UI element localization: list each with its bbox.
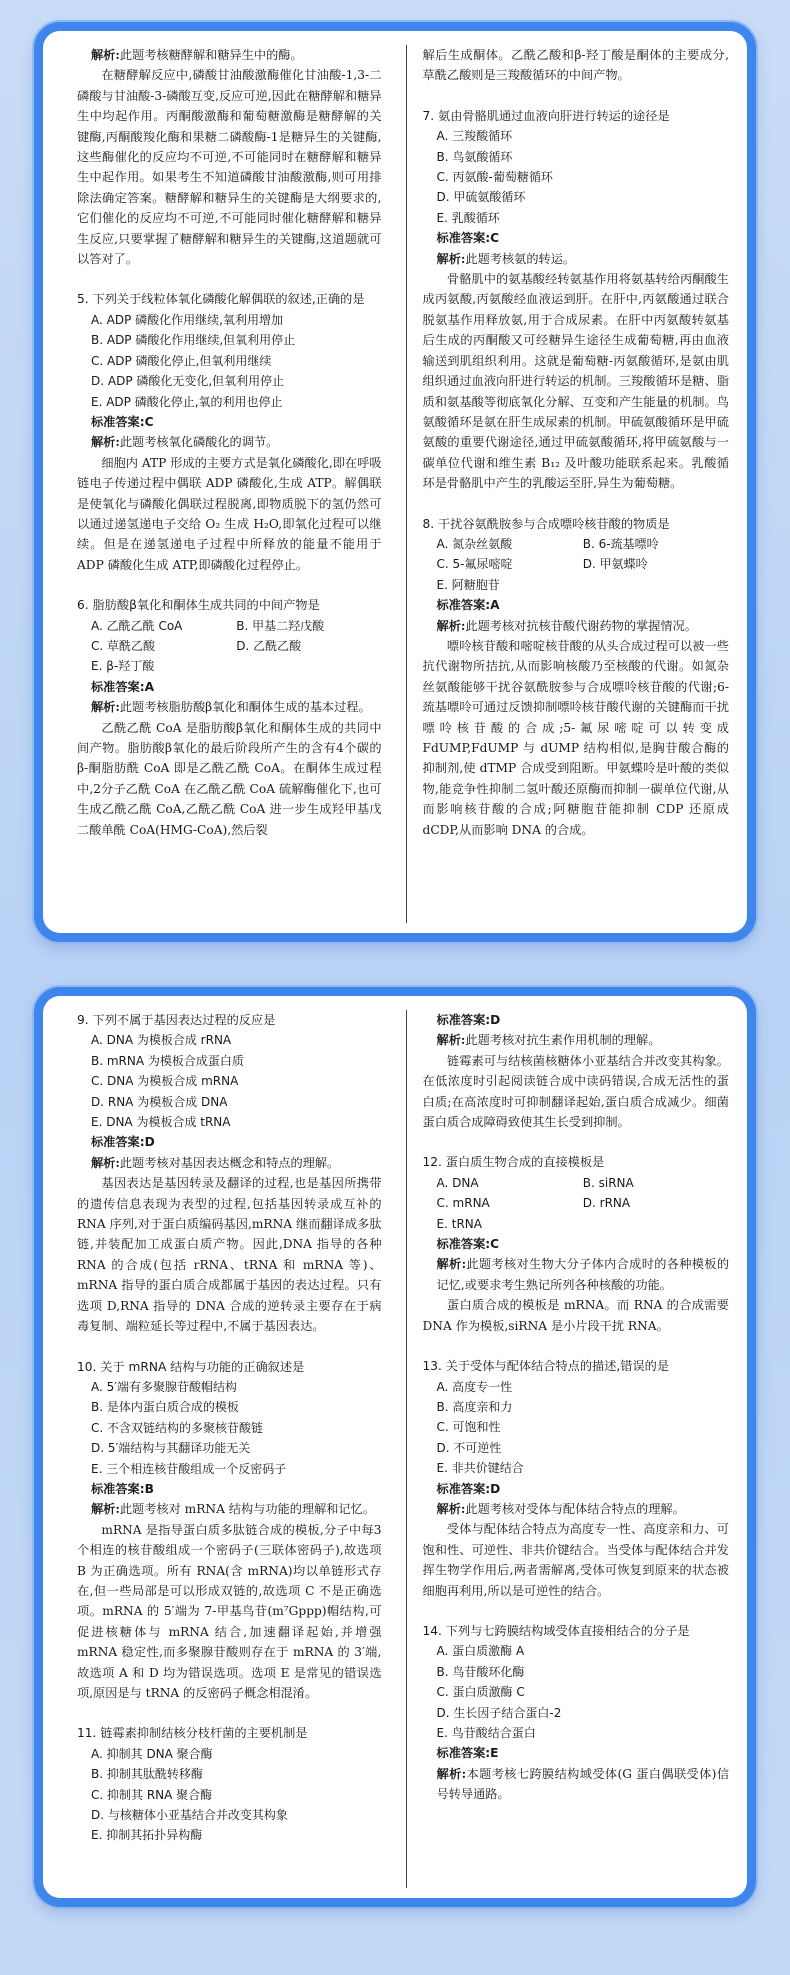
standard-answer: 标准答案:C xyxy=(436,231,500,246)
explanation-label: 解析: xyxy=(436,618,466,633)
explanation-label: 解析: xyxy=(436,1033,466,1048)
explanation-label: 解析: xyxy=(436,1766,467,1781)
answer-option: C. mRNA xyxy=(436,1196,490,1211)
spacer xyxy=(77,1337,382,1357)
answer-option: A. 乙酰乙酰 CoA xyxy=(91,618,183,633)
answer-option: C. ADP 磷酸化停止,但氧利用继续 xyxy=(91,353,272,368)
standard-answer: 标准答案:A xyxy=(436,598,500,613)
explanation-text: 此题考核氧化磷酸化的调节。 xyxy=(119,435,279,450)
explanation-summary xyxy=(77,697,382,717)
explanation-text: 此题考核对抗核苷酸代谢药物的掌握情况。 xyxy=(465,618,697,633)
explanation-label: 解析: xyxy=(91,700,120,715)
page-1-right-column xyxy=(406,45,729,923)
question-title: 11. 链霉素抑制结核分枝杆菌的主要机制是 xyxy=(77,1726,308,1741)
answer-option: C. 不含双链结构的多聚核苷酸链 xyxy=(91,1420,264,1435)
explanation-label: 解析: xyxy=(436,251,466,266)
answer-option: C. 丙氨酸-葡萄糖循环 xyxy=(436,170,553,185)
answer-option: D. RNA 为模板合成 DNA xyxy=(91,1094,228,1109)
answer-option: B. mRNA 为模板合成蛋白质 xyxy=(91,1053,244,1068)
answer-option: D. 乙酰乙酸 xyxy=(236,638,302,653)
answer-option: C. 草酰乙酸 xyxy=(91,638,156,653)
explanation-paragraph: 基因表达是基因转录及翻译的过程,也是基因所携带的遗传信息表现为表型的过程,包括基因转录成互补的 RNA 序列,对于蛋白质编码基因,mRNA 继而翻译成多肽链,并装配加工成蛋白质产物。因此,DNA 指导的各种 RNA 的合成(包括 rRNA、tRNA 和 mRNA 等)、mRNA 指导的蛋白质合成都属于基因的表达过程。只有选项 D,RNA 指导的 DNA 合成的逆转录主要存在于病毒复制、端粒延长等过程中,不属于基因表达。 xyxy=(77,1176,382,1334)
answer-option: A. 高度专一性 xyxy=(436,1379,513,1394)
explanation-summary xyxy=(423,249,729,269)
answer-option: A. 抑制其 DNA 聚合酶 xyxy=(91,1746,213,1761)
answer-option: E. 乳酸循环 xyxy=(436,210,500,225)
explanation-summary xyxy=(77,1499,382,1519)
answer-option: B. 是体内蛋白质合成的模板 xyxy=(91,1400,239,1415)
explanation-paragraph: 嘌呤核苷酸和嘧啶核苷酸的从头合成过程可以被一些抗代谢物所拮抗,从而影响核酸乃至核酸的代谢。如氮杂丝氨酸能够干扰谷氨酰胺参与合成嘌呤核苷酸的代谢;6-巯基嘌呤可通过反馈抑制嘌呤核苷酸代谢的关键酶而干扰嘌呤核苷酸的合成;5-氟尿嘧啶可以转变成 FdUMP,FdUMP 与 dUMP 结构相似,是胸苷酸合酶的抑制剂,使 dTMP 合成受到阻断。甲氨蝶呤是叶酸的类似物,能竞争性抑制二氢叶酸还原酶而抑制一碳单位代谢,从而影响核苷酸的合成;阿糖胞苷能抑制 CDP 还原成 dCDP,从而影响 DNA 的合成。 xyxy=(422,638,729,837)
answer-option: E. 阿糖胞苷 xyxy=(436,577,500,592)
explanation-paragraph: 细胞内 ATP 形成的主要方式是氧化磷酸化,即在呼吸链电子传递过程中偶联 ADP 磷酸化,生成 ATP。解偶联是使氧化与磷酸化偶联过程脱离,即物质脱下的氢仍然可以通过递氢递电子交给 O₂ 生成 H₂O,即氧化过程可以继续。但是在递氢递电子过程中所释放的能量不能用于 ADP 磷酸化生成 ATP,即磷酸化过程停止。 xyxy=(77,455,382,572)
answer-option: A. 蛋白质激酶 A xyxy=(436,1644,525,1659)
page-1-left-column xyxy=(77,45,382,923)
explanation-summary xyxy=(423,1254,729,1295)
question-title: 12. 蛋白质生物合成的直接模板是 xyxy=(422,1155,605,1170)
answer-option: A. DNA xyxy=(436,1175,479,1190)
spacer xyxy=(77,1703,382,1723)
answer-option-grid xyxy=(423,534,729,575)
explanation-continued: 解后生成酮体。乙酰乙酸和β-羟丁酸是酮体的主要成分,草酰乙酸则是三羧酸循环的中间产物。 xyxy=(422,48,729,83)
question-title: 5. 下列关于线粒体氧化磷酸化解偶联的叙述,正确的是 xyxy=(77,292,365,307)
standard-answer: 标准答案:E xyxy=(436,1746,499,1761)
explanation-label: 解析: xyxy=(91,435,120,450)
question-title: 6. 脂肪酸β氧化和酮体生成共同的中间产物是 xyxy=(77,598,320,613)
explanation-paragraph: mRNA 是指导蛋白质多肽链合成的模板,分子中每3个相连的核苷酸组成一个密码子(三联体密码子),故选项 B 为正确选项。所有 RNA(含 mRNA)均以单链形式存在,但一些局部是可以形成双链的,故选项 C 不是正确选项。mRNA 的 5′端为 7-甲基鸟苷(m⁷Gppp)帽结构,可促进核糖体与 mRNA 结合,加速翻译起始,并增强 mRNA 稳定性,而多聚腺苷酸则存在于 mRNA 的 3′端,故选项 A 和 D 均为错误选项。选项 E 是常见的错误选项,原因是与 tRNA 的反密码子概念相混淆。 xyxy=(77,1522,382,1700)
question-title: 14. 下列与七跨膜结构域受体直接相结合的分子是 xyxy=(422,1623,690,1638)
answer-option: E. 非共价键结合 xyxy=(436,1461,524,1476)
answer-option: B. 高度亲和力 xyxy=(436,1399,513,1414)
explanation-summary xyxy=(423,616,729,636)
explanation-text: 此题考核氨的转运。 xyxy=(465,251,576,266)
answer-option: E. tRNA xyxy=(436,1216,482,1231)
answer-option: E. 鸟苷酸结合蛋白 xyxy=(436,1726,536,1740)
explanation-text: 此题考核对 mRNA 结构与功能的理解和记忆。 xyxy=(119,1502,376,1517)
question-title: 13. 关于受体与配体结合特点的描述,错误的是 xyxy=(422,1359,670,1374)
answer-option: D. rRNA xyxy=(582,1196,631,1211)
explanation-paragraph: 链霉素可与结核菌核糖体小亚基结合并改变其构象。在低浓度时引起阅读链合成中读码错误,合成无活性的蛋白质;在高浓度时可抑制翻译起始,蛋白质合成减少。细菌蛋白质合成障碍致使其生长受到抑制。 xyxy=(422,1053,729,1130)
explanation-text: 此题考核糖酵解和糖异生中的酶。 xyxy=(119,48,303,62)
spacer xyxy=(423,1601,729,1621)
answer-option: C. 蛋白质激酶 C xyxy=(436,1685,525,1700)
explanation-text: 此题考核对受体与配体结合特点的理解。 xyxy=(465,1501,685,1516)
standard-answer: 标准答案:B xyxy=(91,1481,154,1496)
answer-option-grid xyxy=(423,1173,729,1214)
spacer xyxy=(423,1132,729,1152)
explanation-text: 此题考核对抗生素作用机制的理解。 xyxy=(465,1033,661,1048)
question-title: 9. 下列不属于基因表达过程的反应是 xyxy=(77,1013,276,1027)
answer-option: D. 生长因子结合蛋白-2 xyxy=(436,1705,562,1720)
explanation-text: 此题考核对基因表达概念和特点的理解。 xyxy=(119,1155,340,1170)
explanation-label: 解析: xyxy=(436,1257,467,1272)
standard-answer: 标准答案:D xyxy=(91,1135,155,1150)
question-title: 8. 干扰谷氨酰胺参与合成嘌呤核苷酸的物质是 xyxy=(422,516,670,531)
answer-option: E. 三个相连核苷酸组成一个反密码子 xyxy=(91,1461,287,1476)
answer-option: B. 鸟氨酸循环 xyxy=(436,149,513,164)
page-card-1 xyxy=(34,22,756,942)
explanation-label: 解析: xyxy=(91,48,120,62)
answer-option: B. siRNA xyxy=(582,1175,634,1190)
explanation-text: 此题考核对生物大分子体内合成时的各种模板的记忆,或要求考生熟记所列各种核酸的功能。 xyxy=(436,1257,729,1292)
explanation-summary xyxy=(77,1153,382,1173)
explanation-summary xyxy=(77,45,382,65)
answer-option: B. ADP 磷酸化作用继续,但氧利用停止 xyxy=(91,333,296,348)
answer-option: B. 抑制其肽酰转移酶 xyxy=(91,1767,203,1782)
explanation-paragraph: 骨骼肌中的氨基酸经转氨基作用将氨基转给丙酮酸生成丙氨酸,丙氨酸经血液运到肝。在肝中,丙氨酸通过联合脱氨基作用释放氨,用于合成尿素。在肝中丙氨酸转氨基后生成的丙酮酸又可经糖异生途径生成葡萄糖,再由血液输送到肌组织利用。这就是葡萄糖-丙氨酸循环,是氨由肌组织通过血液向肝进行转运的机制。三羧酸循环是糖、脂质和氨基酸等彻底氧化分解、互变和产生能量的机制。鸟氨酸循环是氨在肝生成尿素的机制。甲硫氨酸循环是甲硫氨酸的重要代谢途径,通过甲硫氨酸循环,将甲硫氨酸与一碳单位代谢和维生素 B₁₂ 及叶酸功能联系起来。乳酸循环是骨骼肌中产生的乳酸运至肝,异生为葡萄糖。 xyxy=(422,272,729,491)
spacer xyxy=(423,86,729,106)
spacer xyxy=(77,269,382,289)
spacer xyxy=(77,575,382,595)
page-2-right-column xyxy=(406,1010,729,1888)
explanation-label: 解析: xyxy=(91,1502,120,1517)
answer-option: A. 三羧酸循环 xyxy=(436,129,513,144)
answer-option: B. 6-巯基嘌呤 xyxy=(582,536,659,551)
answer-option: B. 鸟苷酸环化酶 xyxy=(436,1664,525,1679)
answer-option: C. 5-氟尿嘧啶 xyxy=(436,557,513,572)
answer-option: D. 5′端结构与其翻译功能无关 xyxy=(91,1441,251,1456)
explanation-paragraph: 在糖酵解反应中,磷酸甘油酸激酶催化甘油酸-1,3-二磷酸与甘油酸-3-磷酸互变,反应可逆,因此在糖酵解和糖异生中均起作用。丙酮酸激酶和葡萄糖激酶是糖酵解的关键酶,丙酮酸羧化酶和果糖二磷酸酶-1是糖异生的关键酶,这些酶催化的反应均不可逆,不可能同时在糖酵解和糖异生中起作用。如果考生不知道磷酸甘油酸激酶,则可用排除法确定答案。糖酵解和糖异生的关键酶是大纲要求的,它们催化的反应均不可逆,不可能同时催化糖酵解和糖异生反应,只要掌握了糖酵解和糖异生的关键酶,这道题就可以答对了。 xyxy=(77,68,382,267)
answer-option: A. 5′端有多聚腺苷酸帽结构 xyxy=(91,1379,237,1394)
standard-answer: 标准答案:D xyxy=(436,1481,501,1496)
explanation-text: 此题考核脂肪酸β氧化和酮体生成的基本过程。 xyxy=(119,700,371,715)
answer-option: C. 可饱和性 xyxy=(436,1420,501,1435)
explanation-summary xyxy=(423,1764,729,1805)
answer-option: D. ADP 磷酸化无变化,但氧利用停止 xyxy=(91,374,285,389)
question-title: 7. 氨由骨骼肌通过血液向肝进行转运的途径是 xyxy=(422,108,670,123)
answer-option: D. 甲氨蝶呤 xyxy=(582,557,648,572)
spacer xyxy=(423,494,729,514)
explanation-paragraph: 乙酰乙酰 CoA 是脂肪酸β氧化和酮体生成的共同中间产物。脂肪酸β氧化的最后阶段所产生的含有4个碳的β-酮脂肪酰 CoA 即是乙酰乙酰 CoA。在酮体生成过程中,2分子乙酰 CoA 在乙酰乙酰 CoA 硫解酶催化下,也可生成乙酰乙酰 CoA,乙酰乙酰 CoA 进一步生成羟甲基戊二酸单酰 CoA(HMG-CoA),然后裂 xyxy=(77,720,382,837)
answer-option: A. 氮杂丝氨酸 xyxy=(436,536,513,551)
answer-option: D. 与核糖体小亚基结合并改变其构象 xyxy=(91,1808,288,1823)
answer-option: E. 抑制其拓扑异构酶 xyxy=(91,1828,203,1843)
standard-answer: 标准答案:C xyxy=(91,414,154,429)
answer-option: C. DNA 为模板合成 mRNA xyxy=(91,1074,239,1089)
explanation-text: 本题考核七跨膜结构域受体(G 蛋白偶联受体)信号转导通路。 xyxy=(436,1766,729,1802)
answer-option: E. ADP 磷酸化停止,氧的利用也停止 xyxy=(91,394,283,409)
answer-option: A. DNA 为模板合成 rRNA xyxy=(91,1033,232,1048)
standard-answer: 标准答案:D xyxy=(436,1013,501,1027)
standard-answer: 标准答案:C xyxy=(436,1237,500,1252)
explanation-summary xyxy=(77,432,382,452)
answer-option: D. 甲硫氨酸循环 xyxy=(436,190,526,205)
answer-option: D. 不可逆性 xyxy=(436,1440,502,1455)
page-card-2 xyxy=(34,987,756,1907)
answer-option: C. 抑制其 RNA 聚合酶 xyxy=(91,1787,213,1802)
question-title: 10. 关于 mRNA 结构与功能的正确叙述是 xyxy=(77,1359,305,1374)
spacer xyxy=(423,1336,729,1356)
explanation-paragraph: 受体与配体结合特点为高度专一性、高度亲和力、可饱和性、可逆性、非共价键结合。当受体与配体结合并发挥生物学作用后,两者需解离,受体可恢复到原来的状态被细胞再利用,所以是可逆性的结合。 xyxy=(422,1522,729,1598)
explanation-label: 解析: xyxy=(436,1501,466,1516)
page-2-left-column xyxy=(77,1010,382,1888)
standard-answer: 标准答案:A xyxy=(91,679,155,694)
answer-option: E. DNA 为模板合成 tRNA xyxy=(91,1115,231,1130)
answer-option-grid xyxy=(77,616,382,657)
explanation-label: 解析: xyxy=(91,1155,120,1170)
explanation-summary xyxy=(423,1030,729,1050)
explanation-summary xyxy=(423,1499,729,1519)
answer-option: E. β-羟丁酸 xyxy=(91,659,155,674)
answer-option: B. 甲基二羟戊酸 xyxy=(236,618,325,633)
explanation-paragraph: 蛋白质合成的模板是 mRNA。而 RNA 的合成需要 DNA 作为模板,siRNA 是小片段干扰 RNA。 xyxy=(422,1298,729,1333)
answer-option: A. ADP 磷酸化作用继续,氧利用增加 xyxy=(91,312,283,327)
